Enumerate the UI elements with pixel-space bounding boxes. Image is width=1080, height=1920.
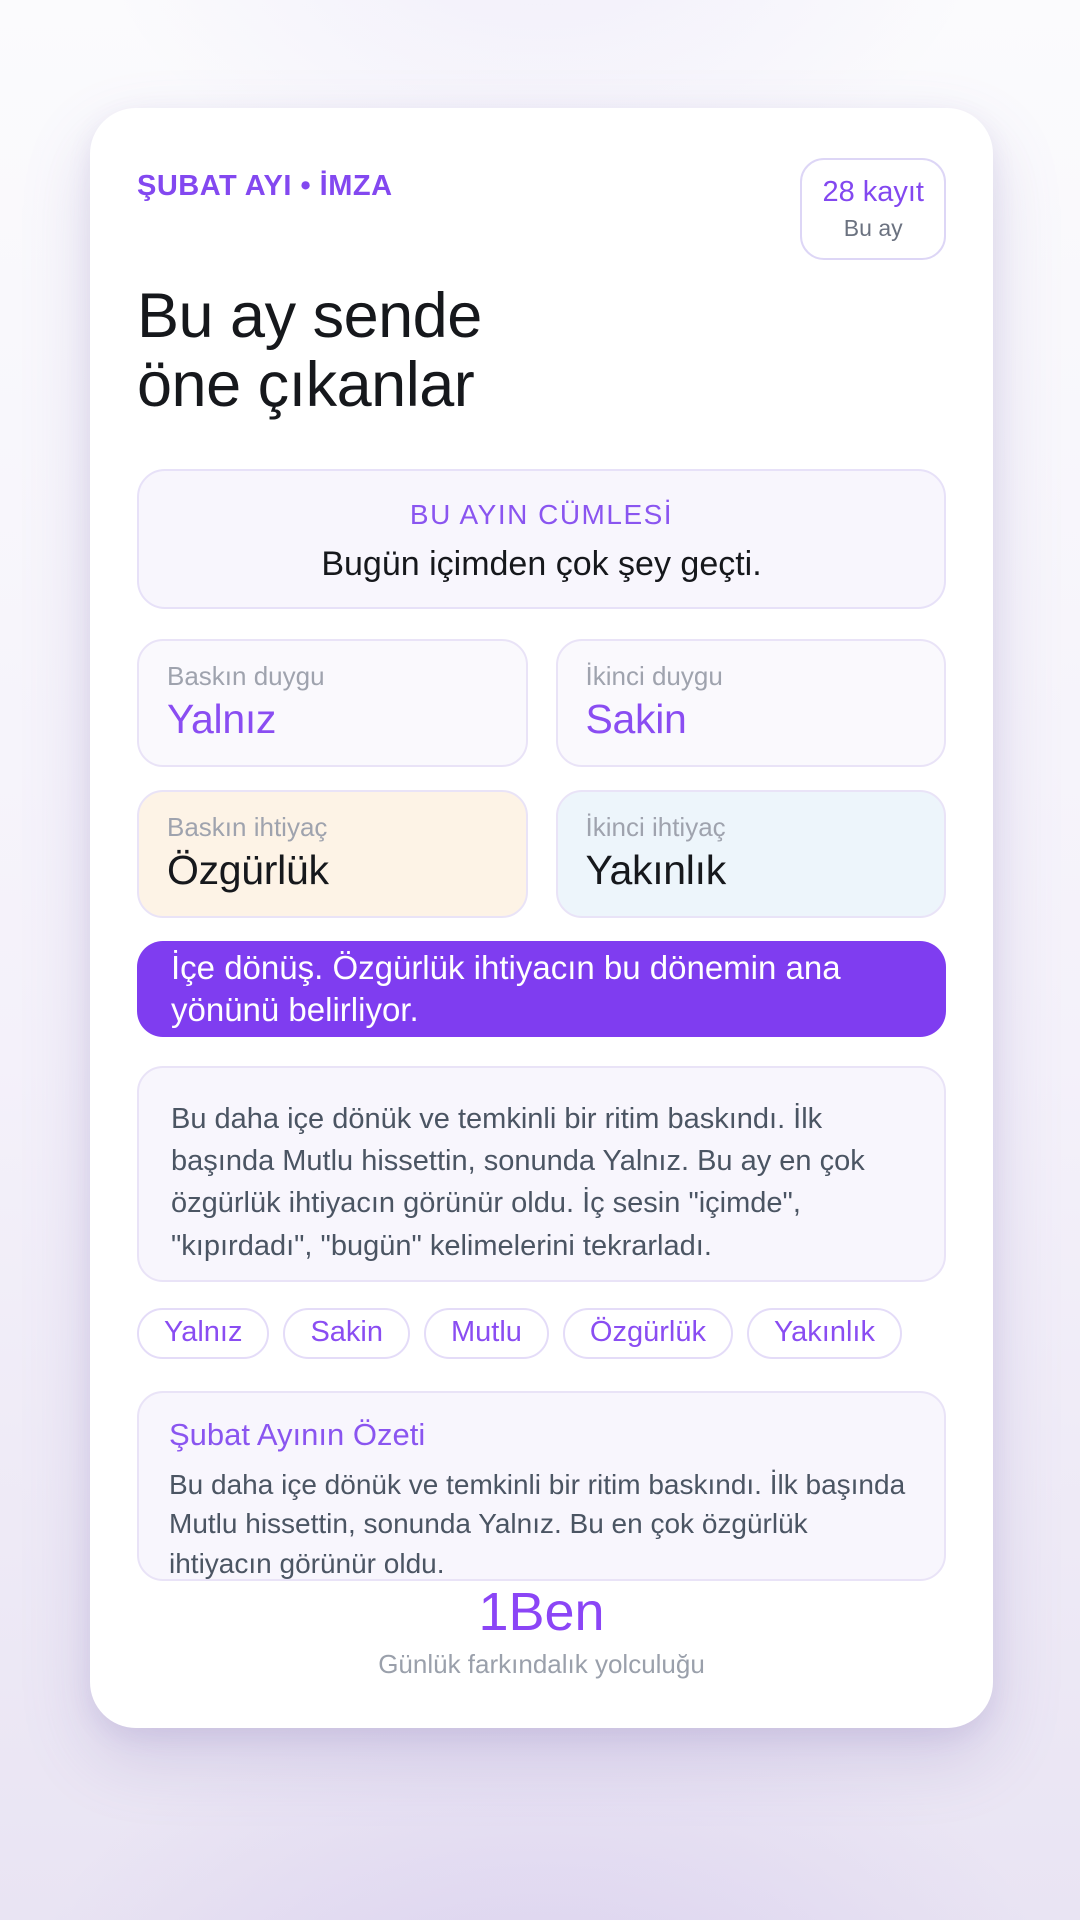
sentence-of-month-card (137, 469, 946, 609)
stat-card-dominant-emotion (137, 639, 528, 767)
highlight-banner-text: İçe dönüş. Özgürlük ihtiyacın bu dönemin ana yönünü belirliyor. (171, 949, 841, 1028)
monthly-summary-card (90, 108, 993, 1728)
stat-label: İkinci duygu (585, 660, 723, 691)
stat-card-second-need (556, 790, 947, 918)
month-summary-title: Şubat Ayının Özeti (169, 1416, 426, 1452)
sentence-of-month-text: Bugün içimden çok şey geçti. (321, 544, 762, 583)
stat-label: İkinci ihtiyaç (585, 811, 726, 842)
page-title-line2: öne çıkanlar (137, 350, 475, 421)
app-footer (137, 1581, 946, 1690)
month-summary-text: Bu daha içe dönük ve temkinli bir ritim baskındı. İlk başında Mutlu hissettin, sonunda Yalnız. Bu en çok özgürlük ihtiyacın görünür oldu. (169, 1468, 906, 1580)
narrative-card (137, 1066, 946, 1282)
stat-card-dominant-need (137, 790, 528, 918)
narrative-text: Bu daha içe dönük ve temkinli bir ritim baskındı. İlk başında Mutlu hissettin, sonunda Yalnız. Bu ay en çok özgürlük ihtiyacın görünür oldu. İç sesin "içimde", "kıpırdadı", "bugün" kelimelerini tekrarladı. (171, 1102, 865, 1262)
month-eyebrow: ŞUBAT AYI • İMZA (137, 170, 393, 202)
tag-chip-mutlu[interactable]: Mutlu (424, 1308, 549, 1359)
stat-label: Baskın duygu (167, 660, 325, 691)
app-brand: 1Ben (478, 1582, 605, 1642)
entry-count-badge (800, 158, 946, 260)
highlight-banner (137, 941, 946, 1037)
app-tagline: Günlük farkındalık yolculuğu (378, 1649, 705, 1679)
stat-card-second-emotion (556, 639, 947, 767)
stat-value: Sakin (585, 695, 687, 742)
stats-grid (137, 639, 946, 918)
stat-value: Yalnız (167, 695, 277, 742)
entry-count: 28 kayıt (822, 176, 924, 208)
stat-label: Baskın ihtiyaç (167, 811, 328, 842)
entry-period: Bu ay (843, 215, 903, 241)
tag-chip-yakinlik[interactable]: Yakınlık (747, 1308, 902, 1359)
tag-chip-ozgurluk[interactable]: Özgürlük (563, 1308, 733, 1359)
tag-chip-yalniz[interactable]: Yalnız (137, 1308, 269, 1359)
sentence-of-month-label: BU AYIN CÜMLESİ (409, 498, 674, 530)
page-title (137, 282, 946, 421)
page-title-line1: Bu ay sende (137, 281, 482, 351)
month-summary-card (137, 1391, 946, 1581)
stat-value: Özgürlük (167, 846, 329, 893)
stat-value: Yakınlık (585, 846, 726, 893)
tags-row (137, 1308, 946, 1359)
tag-chip-sakin[interactable]: Sakin (283, 1308, 410, 1359)
header (137, 158, 946, 260)
